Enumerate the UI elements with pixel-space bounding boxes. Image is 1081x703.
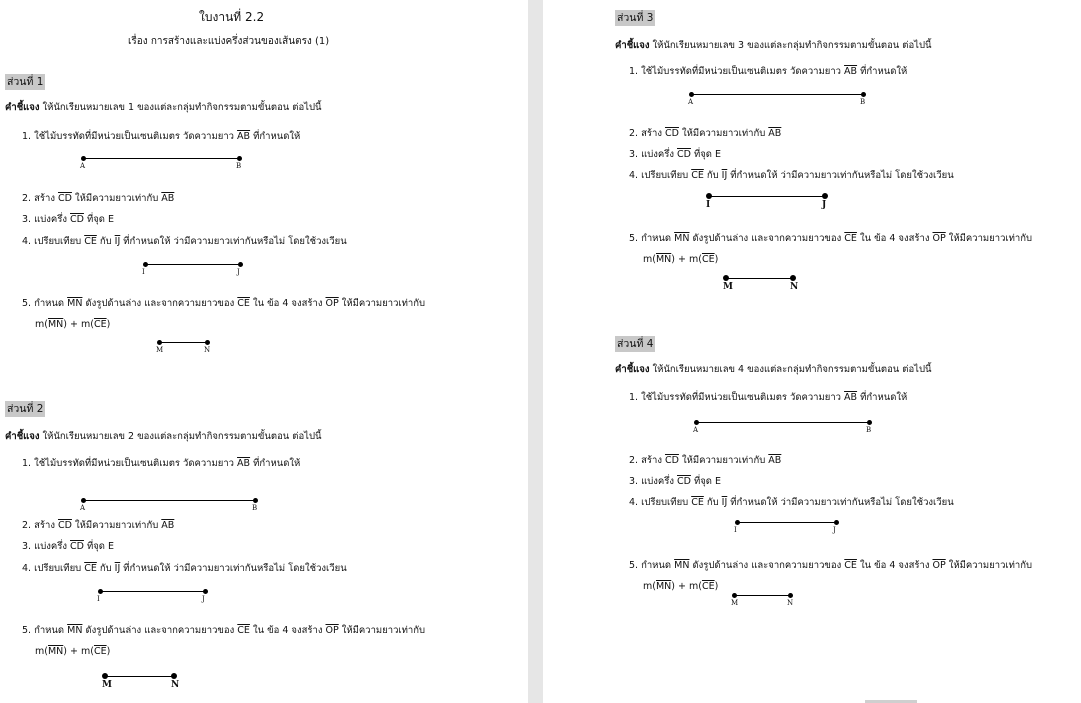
point-a: [81, 498, 86, 503]
step-4: 4. เปรียบเทียบ $\overline{CE}$ กับ $\overline{IJ}$ ที่กำหนดให้ ว่ามีความยาวเท่ากันหรือไม่ โดยใช้วงเวียน: [22, 236, 347, 247]
point-b: [861, 92, 866, 97]
point-i: [735, 520, 740, 525]
step-2: 2. สร้าง $\overline{CD}$ ให้มีความยาวเท่ากับ $\overline{AB}$: [22, 193, 175, 204]
label-a: A: [80, 162, 86, 170]
step-5: 5. กำหนด $\overline{MN}$ ดังรูปด้านล่าง และจากความยาวของ $\overline{CE}$ ใน ข้อ 4 จงสร้าง $\overline{OP}$ ให้มีความยาวเท่ากับ: [629, 233, 1033, 244]
label-b: B: [866, 426, 872, 434]
label-j: J: [202, 595, 205, 603]
part-header: ส่วนที่ 3: [617, 12, 654, 24]
label-j: J: [833, 526, 836, 534]
point-n: [790, 275, 796, 281]
label-i: I: [142, 268, 145, 276]
part-instruction: คำชี้แจง ให้นักเรียนหมายเลข 2 ของแต่ละกลุ่มทำกิจกรรมตามขั้นตอน ต่อไปนี้: [5, 431, 322, 442]
label-b: B: [236, 162, 242, 170]
label-i: I: [97, 595, 100, 603]
point-j: [834, 520, 839, 525]
step-5-formula: $m(\overline{MN}) + m(\overline{CE})$: [643, 254, 719, 265]
label-a: A: [693, 426, 699, 434]
point-b: [237, 156, 242, 161]
label-a: A: [688, 98, 694, 106]
point-i: [98, 589, 103, 594]
point-a: [689, 92, 694, 97]
label-j: J: [822, 200, 827, 210]
step-4: 4. เปรียบเทียบ $\overline{CE}$ กับ $\overline{IJ}$ ที่กำหนดให้ ว่ามีความยาวเท่ากันหรือไม่ โดยใช้วงเวียน: [629, 170, 954, 181]
part-instruction: คำชี้แจง ให้นักเรียนหมายเลข 4 ของแต่ละกลุ่มทำกิจกรรมตามขั้นตอน ต่อไปนี้: [615, 364, 932, 375]
step-3: 3. แบ่งครึ่ง $\overline{CD}$ ที่จุด E: [629, 476, 721, 487]
label-m: M: [723, 282, 733, 292]
point-n: [205, 340, 210, 345]
label-n: N: [204, 346, 211, 354]
step-1: 1. ใช้ไม้บรรทัดที่มีหน่วยเป็นเซนติเมตร วัดความยาว $\overline{AB}$ ที่กำหนดให้: [22, 458, 301, 469]
label-m: M: [102, 680, 112, 690]
part-header: ส่วนที่ 4: [617, 338, 654, 350]
document-page-right: [543, 0, 1081, 703]
worksheet-subtitle: เรื่อง การสร้างและแบ่งครึ่งส่วนของเส้นตรง (1): [128, 36, 330, 47]
label-a: A: [80, 504, 86, 512]
point-j: [203, 589, 208, 594]
step-1: 1. ใช้ไม้บรรทัดที่มีหน่วยเป็นเซนติเมตร วัดความยาว $\overline{AB}$ ที่กำหนดให้: [22, 131, 301, 142]
step-1: 1. ใช้ไม้บรรทัดที่มีหน่วยเป็นเซนติเมตร วัดความยาว $\overline{AB}$ ที่กำหนดให้: [629, 66, 908, 77]
point-j: [238, 262, 243, 267]
point-i: [706, 193, 712, 199]
point-b: [253, 498, 258, 503]
label-j: J: [237, 268, 240, 276]
label-i: I: [734, 526, 737, 534]
step-4: 4. เปรียบเทียบ $\overline{CE}$ กับ $\overline{IJ}$ ที่กำหนดให้ ว่ามีความยาวเท่ากันหรือไม่ โดยใช้วงเวียน: [22, 563, 347, 574]
label-n: N: [790, 282, 799, 292]
step-3: 3. แบ่งครึ่ง $\overline{CD}$ ที่จุด E: [629, 149, 721, 160]
point-j: [822, 193, 828, 199]
step-3: 3. แบ่งครึ่ง $\overline{CD}$ ที่จุด E: [22, 541, 114, 552]
step-4: 4. เปรียบเทียบ $\overline{CE}$ กับ $\overline{IJ}$ ที่กำหนดให้ ว่ามีความยาวเท่ากันหรือไม่ โดยใช้วงเวียน: [629, 497, 954, 508]
point-m: [102, 673, 108, 679]
step-5-formula: $m(\overline{MN}) + m(\overline{CE})$: [35, 319, 111, 330]
point-m: [732, 593, 737, 598]
part-header: ส่วนที่ 1: [7, 76, 44, 88]
step-5-formula: $m(\overline{MN}) + m(\overline{CE})$: [35, 646, 111, 657]
step-5: 5. กำหนด $\overline{MN}$ ดังรูปด้านล่าง และจากความยาวของ $\overline{CE}$ ใน ข้อ 4 จงสร้าง $\overline{OP}$ ให้มีความยาวเท่ากับ: [22, 298, 426, 309]
label-n: N: [787, 599, 794, 607]
step-5: 5. กำหนด $\overline{MN}$ ดังรูปด้านล่าง และจากความยาวของ $\overline{CE}$ ใน ข้อ 4 จงสร้าง $\overline{OP}$ ให้มีความยาวเท่ากับ: [22, 625, 426, 636]
part-header: ส่วนที่ 2: [7, 403, 44, 415]
worksheet-title: ใบงานที่ 2.2: [199, 10, 265, 24]
point-i: [143, 262, 148, 267]
point-m: [157, 340, 162, 345]
step-5: 5. กำหนด $\overline{MN}$ ดังรูปด้านล่าง และจากความยาวของ $\overline{CE}$ ใน ข้อ 4 จงสร้าง $\overline{OP}$ ให้มีความยาวเท่ากับ: [629, 560, 1033, 571]
part-instruction: คำชี้แจง ให้นักเรียนหมายเลข 1 ของแต่ละกลุ่มทำกิจกรรมตามขั้นตอน ต่อไปนี้: [5, 102, 322, 113]
label-m: M: [156, 346, 164, 354]
step-2: 2. สร้าง $\overline{CD}$ ให้มีความยาวเท่ากับ $\overline{AB}$: [629, 455, 782, 466]
step-1: 1. ใช้ไม้บรรทัดที่มีหน่วยเป็นเซนติเมตร วัดความยาว $\overline{AB}$ ที่กำหนดให้: [629, 392, 908, 403]
point-m: [723, 275, 729, 281]
label-b: B: [252, 504, 258, 512]
label-n: N: [171, 680, 180, 690]
point-n: [171, 673, 177, 679]
label-b: B: [860, 98, 866, 106]
step-2: 2. สร้าง $\overline{CD}$ ให้มีความยาวเท่ากับ $\overline{AB}$: [22, 520, 175, 531]
label-i: I: [706, 200, 711, 210]
label-m: M: [731, 599, 739, 607]
step-2: 2. สร้าง $\overline{CD}$ ให้มีความยาวเท่ากับ $\overline{AB}$: [629, 128, 782, 139]
document-page-left: [0, 0, 528, 703]
step-3: 3. แบ่งครึ่ง $\overline{CD}$ ที่จุด E: [22, 214, 114, 225]
point-a: [81, 156, 86, 161]
point-a: [694, 420, 699, 425]
point-n: [788, 593, 793, 598]
step-5-formula: $m(\overline{MN}) + m(\overline{CE})$: [643, 581, 719, 592]
point-b: [867, 420, 872, 425]
part-instruction: คำชี้แจง ให้นักเรียนหมายเลข 3 ของแต่ละกลุ่มทำกิจกรรมตามขั้นตอน ต่อไปนี้: [615, 40, 932, 51]
